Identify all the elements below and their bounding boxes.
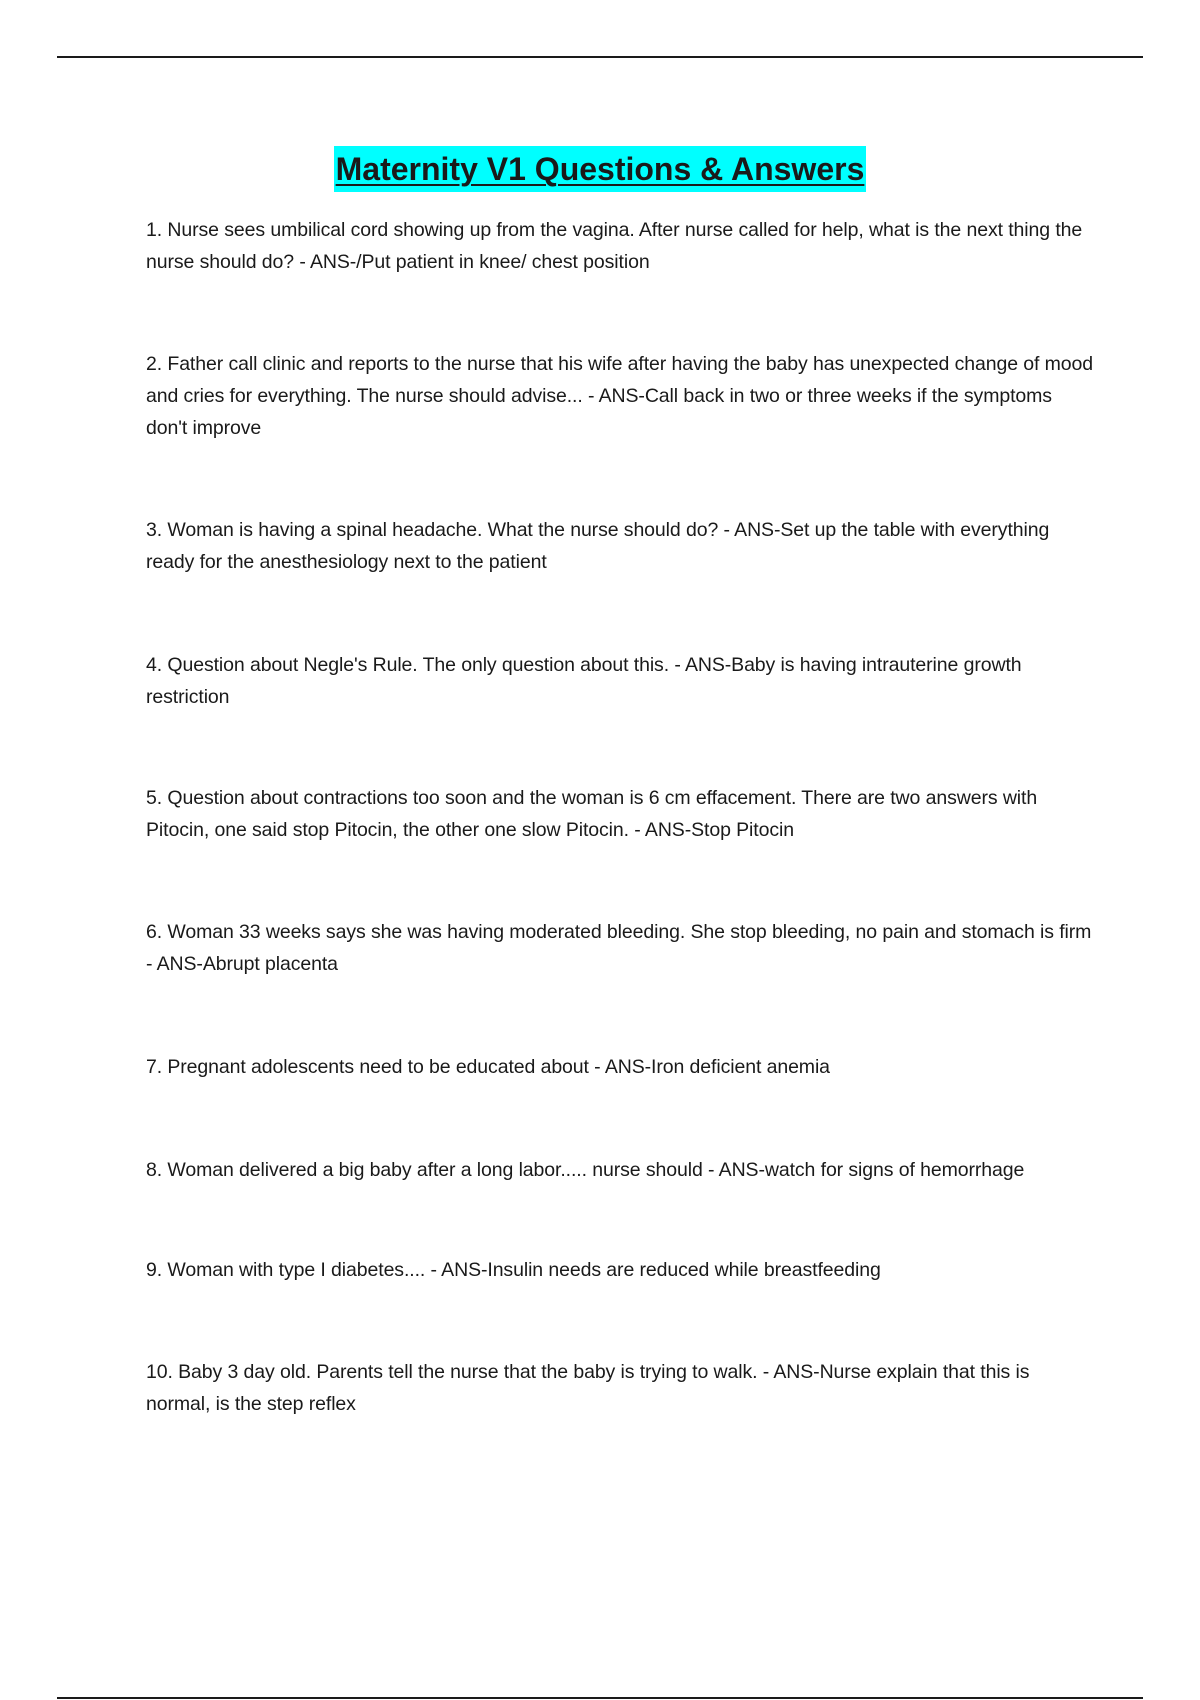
- qa-item-10: 10. Baby 3 day old. Parents tell the nurse that the baby is trying to walk. - ANS-Nurse explain that this is normal, is the step reflex: [146, 1361, 1030, 1415]
- qa-item-9: 9. Woman with type I diabetes.... - ANS-Insulin needs are reduced while breastfeeding: [146, 1259, 881, 1281]
- qa-item-4: 4. Question about Negle's Rule. The only question about this. - ANS-Baby is having intrauterine growth restriction: [146, 654, 1022, 708]
- qa-item-2: 2. Father call clinic and reports to the nurse that his wife after having the baby has unexpected change of mood and cries for everything. The nurse should advise... - ANS-Call back in two or three weeks if the symptoms don't improve: [146, 353, 1094, 439]
- document-title: Maternity V1 Questions & Answers: [334, 146, 867, 192]
- bottom-divider: [57, 1697, 1143, 1699]
- qa-item-1: 1. Nurse sees umbilical cord showing up from the vagina. After nurse called for help, what is the next thing the nurse should do? - ANS-/Put patient in knee/ chest position: [146, 219, 1083, 273]
- qa-item-7: 7. Pregnant adolescents need to be educated about - ANS-Iron deficient anemia: [146, 1056, 830, 1078]
- title-container: [0, 146, 1200, 192]
- top-divider: [57, 56, 1143, 58]
- qa-item-3: 3. Woman is having a spinal headache. What the nurse should do? - ANS-Set up the table with everything ready for the anesthesiology next to the patient: [146, 519, 1050, 573]
- qa-item-5: 5. Question about contractions too soon and the woman is 6 cm effacement. There are two answers with Pitocin, one said stop Pitocin, the other one slow Pitocin. - ANS-Stop Pitocin: [146, 787, 1038, 841]
- qa-item-6: 6. Woman 33 weeks says she was having moderated bleeding. She stop bleeding, no pain and stomach is firm - ANS-Abrupt placenta: [146, 921, 1092, 975]
- qa-item-8: 8. Woman delivered a big baby after a long labor..... nurse should - ANS-watch for signs of hemorrhage: [146, 1159, 1025, 1181]
